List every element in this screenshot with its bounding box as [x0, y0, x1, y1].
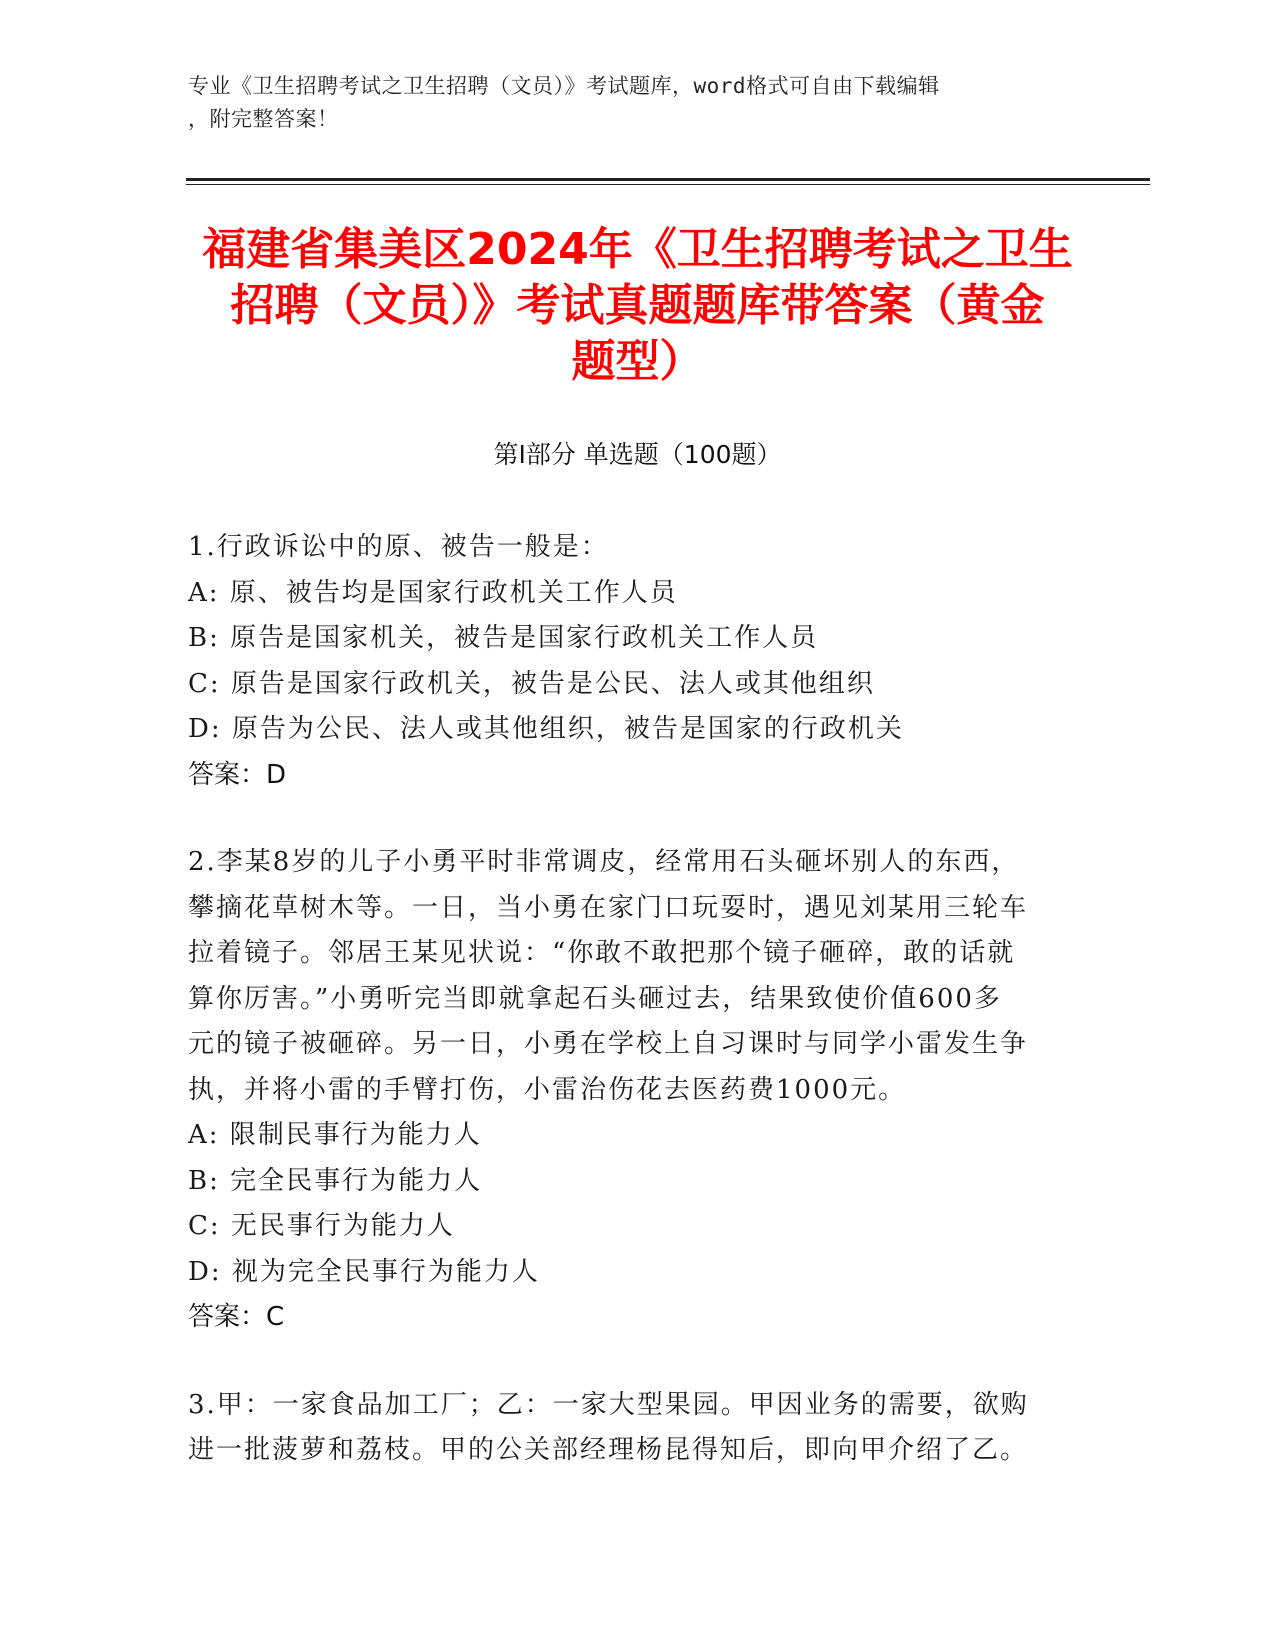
question-3: [188, 1383, 1068, 1474]
question-stem-line: 算你厉害。”小勇听完当即就拿起石头砸过去，结果致使价值600多: [188, 983, 1002, 1014]
option-c: C: 无民事行为能力人: [188, 1211, 455, 1241]
document-title: [170, 222, 1105, 390]
option-b: B: 原告是国家机关，被告是国家行政机关工作人员: [188, 623, 819, 653]
header-note: [188, 70, 1088, 136]
question-stem-line: 2.李某8岁的儿子小勇平时非常调皮，经常用石头砸坏别人的东西，: [188, 847, 1020, 877]
header-rule-thin: [186, 184, 1150, 185]
question-2: [188, 840, 1068, 1341]
title-line-3: 题型）: [571, 336, 704, 387]
answer-label: 答案：C: [188, 1302, 285, 1332]
question-stem-line: 执，并将小雷的手臂打伤，小雷治伤花去医药费1000元。: [188, 1074, 907, 1105]
question-stem-line: 1.行政诉讼中的原、被告一般是：: [188, 532, 609, 562]
section-heading: 第Ⅰ部分 单选题（100题）: [493, 440, 782, 469]
option-a: A: 限制民事行为能力人: [188, 1120, 482, 1150]
option-c: C: 原告是国家行政机关，被告是公民、法人或其他组织: [188, 668, 875, 699]
question-stem-line: 攀摘花草树木等。一日，当小勇在家门口玩耍时，遇见刘某用三轮车: [188, 892, 1029, 923]
option-d: D: 视为完全民事行为能力人: [188, 1256, 540, 1287]
header-note-line-1: 专业《卫生招聘考试之卫生招聘（文员）》考试题库，word格式可自由下载编辑: [188, 74, 940, 98]
option-d: D: 原告为公民、法人或其他组织，被告是国家的行政机关: [188, 714, 904, 744]
question-stem-line: 元的镜子被砸碎。另一日，小勇在学校上自习课时与同学小雷发生争: [188, 1029, 1029, 1059]
title-line-1: 福建省集美区2024年《卫生招聘考试之卫生: [202, 224, 1073, 275]
question-stem-line: 进一批菠萝和荔枝。甲的公关部经理杨昆得知后，即向甲介绍了乙。: [188, 1435, 1029, 1465]
question-stem-line: 拉着镜子。邻居王某见状说：“你敢不敢把那个镜子砸碎，敢的话就: [188, 938, 1016, 968]
option-a: A: 原、被告均是国家行政机关工作人员: [188, 577, 678, 608]
question-stem-line: 3.甲：一家食品加工厂；乙：一家大型果园。甲因业务的需要，欲购: [188, 1389, 1029, 1420]
answer-label: 答案：D: [188, 759, 287, 790]
title-line-2: 招聘（文员）》考试真题题库带答案（黄金: [230, 280, 1045, 331]
question-1: [188, 525, 1068, 798]
header-rule-thick: [186, 178, 1150, 181]
question-list: [188, 525, 1068, 1516]
header-note-line-2: ，附完整答案！: [188, 107, 339, 131]
option-b: B: 完全民事行为能力人: [188, 1165, 483, 1196]
